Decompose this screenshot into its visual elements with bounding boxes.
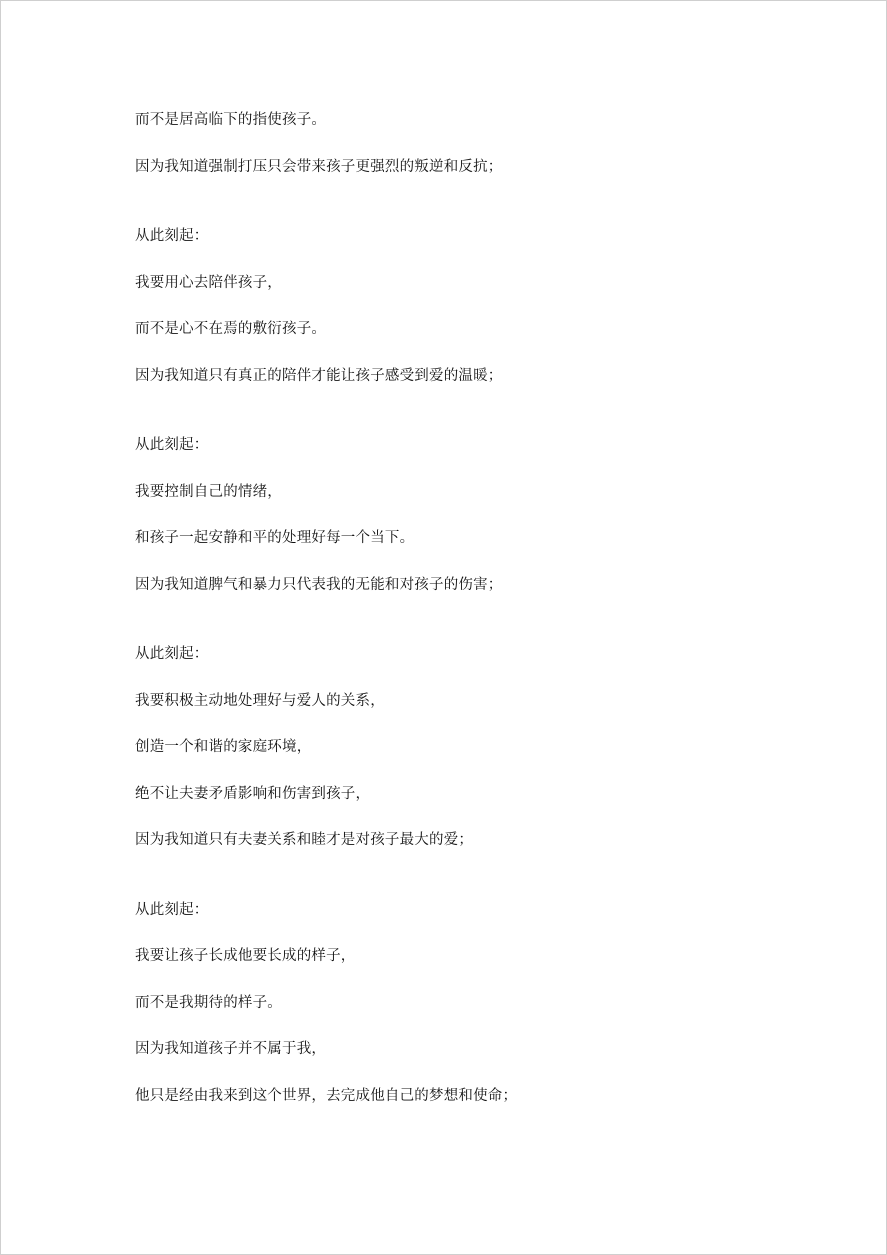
text-line: 因为我知道孩子并不属于我， bbox=[135, 1041, 327, 1057]
paragraph-gap bbox=[135, 411, 835, 434]
text-line: 而不是心不在焉的敷衍孩子。 bbox=[135, 321, 327, 337]
text-line: 创造一个和谐的家庭环境， bbox=[135, 739, 312, 755]
text-line: 而不是居高临下的指使孩子。 bbox=[135, 112, 327, 128]
paragraph-gap bbox=[135, 876, 835, 899]
text-line: 因为我知道只有夫妻关系和睦才是对孩子最大的爱； bbox=[135, 832, 474, 848]
section-heading: 从此刻起： bbox=[135, 228, 209, 244]
text-line: 因为我知道脾气和暴力只代表我的无能和对孩子的伤害； bbox=[135, 576, 503, 593]
section-heading: 从此刻起： bbox=[135, 901, 209, 918]
text-line: 而不是我期待的样子。 bbox=[135, 994, 282, 1011]
section-heading: 从此刻起： bbox=[135, 437, 209, 453]
text-line: 我要控制自己的情绪， bbox=[135, 483, 282, 500]
text-line: 我要用心去陪伴孩子， bbox=[135, 274, 282, 291]
text-line: 我要积极主动地处理好与爱人的关系， bbox=[135, 692, 385, 709]
text-line: 他只是经由我来到这个世界，去完成他自己的梦想和使命； bbox=[135, 1087, 518, 1104]
text-line: 因为我知道强制打压只会带来孩子更强烈的叛逆和反抗； bbox=[135, 158, 503, 175]
paragraph-gap bbox=[135, 620, 835, 643]
paragraph-gap bbox=[135, 202, 835, 225]
document-body bbox=[135, 109, 835, 1131]
text-line: 因为我知道只有真正的陪伴才能让孩子感受到爱的温暖； bbox=[135, 367, 503, 384]
text-line: 和孩子一起安静和平的处理好每一个当下。 bbox=[135, 530, 415, 546]
section-heading: 从此刻起： bbox=[135, 646, 209, 662]
text-line: 绝不让夫妻矛盾影响和伤害到孩子， bbox=[135, 785, 371, 802]
text-line: 我要让孩子长成他要长成的样子， bbox=[135, 948, 356, 964]
